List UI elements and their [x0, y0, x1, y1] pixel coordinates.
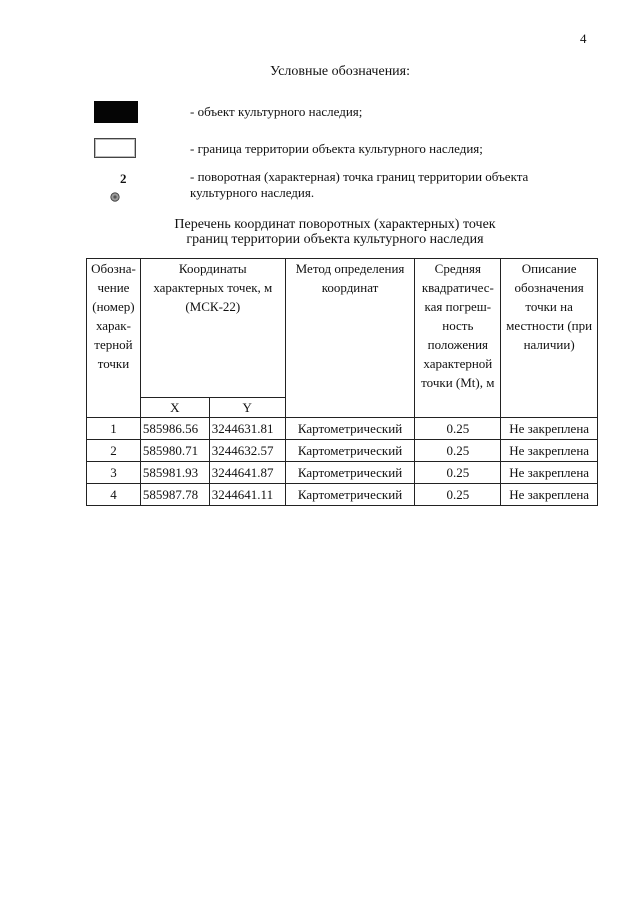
list-title-line-1: Перечень координат поворотных (характерных) точек — [174, 217, 496, 232]
list-title — [0, 217, 640, 247]
header-method: Метод определения координат — [285, 259, 415, 418]
cell-description: Не закреплена — [501, 418, 598, 440]
header-description: Описание обозначения точки на местности (при наличии) — [501, 259, 598, 418]
cell-description: Не закреплена — [501, 484, 598, 506]
cell-method: Картометрический — [285, 484, 415, 506]
legend-text-turning-point: - поворотная (характерная) точка границ территории объекта культурного наследия. — [190, 169, 529, 200]
cell-x: 585980.71 — [140, 440, 209, 462]
cell-method: Картометрический — [285, 440, 415, 462]
cell-point: 2 — [87, 440, 141, 462]
turning-point-dot-icon — [110, 192, 120, 202]
cell-error: 0.25 — [415, 418, 501, 440]
cell-method: Картометрический — [285, 462, 415, 484]
header-coordinates: Координаты характерных точек, м (МСК-22) — [140, 259, 285, 398]
coordinates-table — [86, 258, 598, 506]
cell-error: 0.25 — [415, 440, 501, 462]
cell-y: 3244631.81 — [209, 418, 285, 440]
table-row — [87, 462, 598, 484]
legend-text-boundary: - граница территории объекта культурного наследия; — [190, 141, 483, 156]
legend-text-object: - объект культурного наследия; — [190, 104, 363, 119]
cell-x: 585981.93 — [140, 462, 209, 484]
header-error: Средняя квадратическая погрешность положения характерной точки (Mt), м — [415, 259, 501, 418]
cell-y: 3244641.11 — [209, 484, 285, 506]
list-title-line-2: границ территории объекта культурного наследия — [186, 232, 484, 247]
point-symbol-label: 2 — [120, 171, 127, 186]
page-number: 4 — [580, 31, 587, 46]
cell-error: 0.25 — [415, 484, 501, 506]
cell-description: Не закреплена — [501, 462, 598, 484]
cell-description: Не закреплена — [501, 440, 598, 462]
legend-title: Условные обозначения: — [269, 64, 411, 79]
cell-point: 4 — [87, 484, 141, 506]
cell-point: 3 — [87, 462, 141, 484]
cell-point: 1 — [87, 418, 141, 440]
outlined-rectangle-icon — [94, 138, 136, 158]
cell-y: 3244632.57 — [209, 440, 285, 462]
table-row — [87, 440, 598, 462]
cell-method: Картометрический — [285, 418, 415, 440]
table-row — [87, 418, 598, 440]
table-row — [87, 484, 598, 506]
cell-x: 585987.78 — [140, 484, 209, 506]
header-x: X — [140, 398, 209, 418]
cell-y: 3244641.87 — [209, 462, 285, 484]
header-designation: Обозначение (номер) характерной точки — [87, 259, 141, 418]
filled-black-rectangle-icon — [94, 101, 138, 123]
cell-x: 585986.56 — [140, 418, 209, 440]
header-y: Y — [209, 398, 285, 418]
cell-error: 0.25 — [415, 462, 501, 484]
